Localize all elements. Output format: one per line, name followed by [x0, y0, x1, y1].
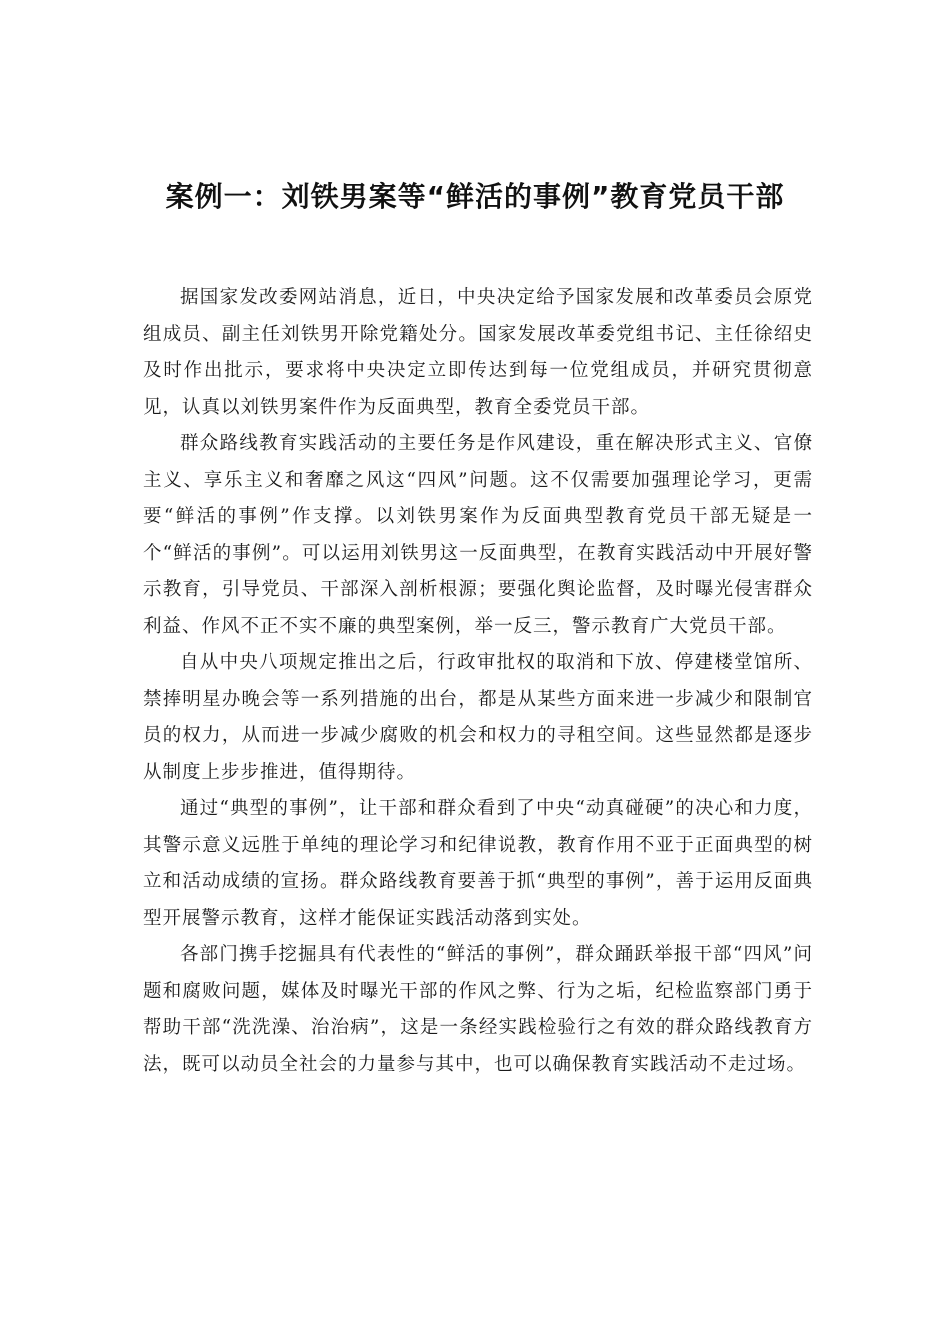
paragraph-4: 通过“典型的事例”，让干部和群众看到了中央“动真碰硬”的决心和力度，其警示意义远胜于单纯的理论学习和纪律说教，教育作用不亚于正面典型的树立和活动成绩的宣扬。群众路线教育要善于抓“典型的事例”，善于运用反面典型开展警示教育，这样才能保证实践活动落到实处。 [143, 798, 813, 929]
paragraph-5: 各部门携手挖掘具有代表性的“鲜活的事例”，群众踊跃举报干部“四风”问题和腐败问题，媒体及时曝光干部的作风之弊、行为之垢，纪检监察部门勇于帮助干部“洗洗澡、治治病”，这是一条经实践检验行之有效的群众路线教育方法，既可以动员全社会的力量参与其中，也可以确保教育实践活动不走过场。 [143, 944, 813, 1075]
document-title: 案例一：刘铁男案等“鲜活的事例”教育党员干部 [165, 179, 785, 213]
paragraph-2: 群众路线教育实践活动的主要任务是作风建设，重在解决形式主义、官僚主义、享乐主义和奢靡之风这“四风”问题。这不仅需要加强理论学习，更需要“鲜活的事例”作支撑。以刘铁男案作为反面典型教育党员干部无疑是一个“鲜活的事例”。可以运用刘铁男这一反面典型，在教育实践活动中开展好警示教育，引导党员、干部深入剖析根源；要强化舆论监督，及时曝光侵害群众利益、作风不正不实不廉的典型案例，举一反三，警示教育广大党员干部。 [143, 433, 813, 637]
paragraph-3: 自从中央八项规定推出之后，行政审批权的取消和下放、停建楼堂馆所、禁捧明星办晚会等一系列措施的出台，都是从某些方面来进一步减少和限制官员的权力，从而进一步减少腐败的机会和权力的寻租空间。这些显然都是逐步从制度上步步推进，值得期待。 [143, 652, 813, 783]
paragraph-1: 据国家发改委网站消息，近日，中央决定给予国家发展和改革委员会原党组成员、副主任刘铁男开除党籍处分。国家发展改革委党组书记、主任徐绍史及时作出批示，要求将中央决定立即传达到每一位党组成员，并研究贯彻意见，认真以刘铁男案件作为反面典型，教育全委党员干部。 [143, 287, 813, 418]
document-body [143, 280, 813, 1083]
